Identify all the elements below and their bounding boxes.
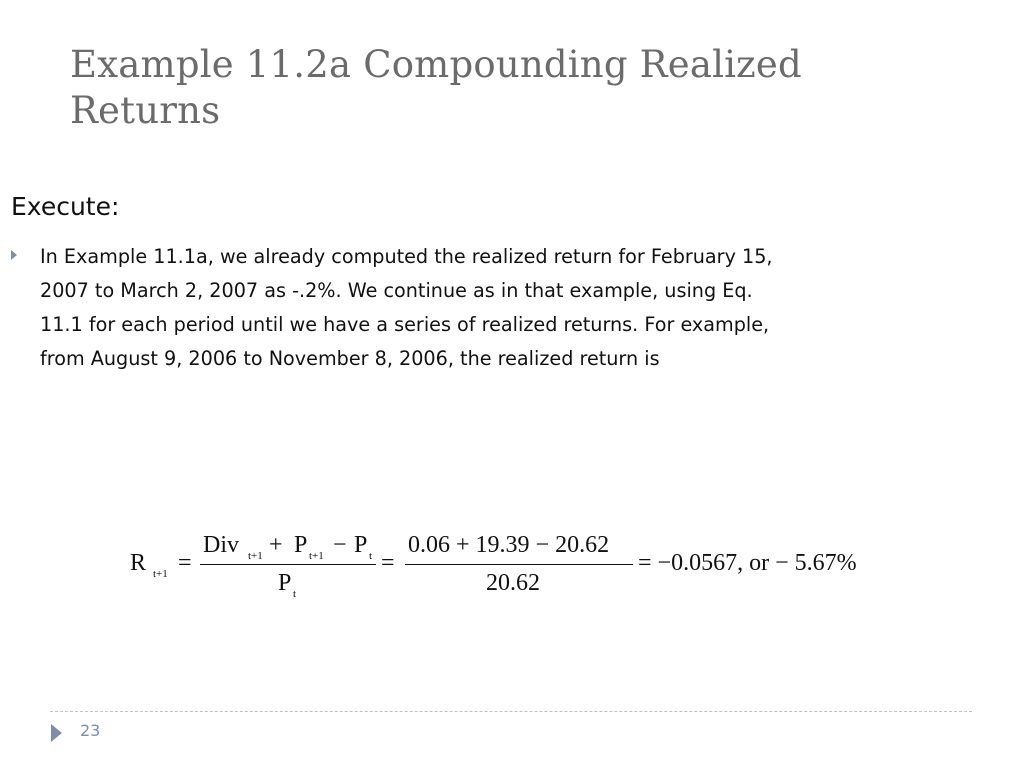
formula-p-t: P bbox=[354, 532, 368, 558]
formula-den-p-sub: t bbox=[293, 588, 297, 600]
slide-title bbox=[70, 42, 970, 134]
return-formula bbox=[128, 530, 928, 610]
formula-p-t-sub: t bbox=[369, 550, 373, 562]
bullet-line-3: 11.1 for each period until we have a series of realized returns. For example, bbox=[40, 313, 770, 336]
formula-lhs: R bbox=[130, 550, 147, 576]
page-number: 23 bbox=[80, 721, 101, 740]
formula-den-value: 20.62 bbox=[486, 570, 540, 596]
formula-div-sub: t+1 bbox=[248, 550, 263, 562]
title-line-1: Example 11.2a Compounding Realized bbox=[70, 43, 802, 86]
formula-num-values: 0.06 + 19.39 − 20.62 bbox=[408, 532, 610, 558]
formula-p-next: P bbox=[294, 532, 308, 558]
formula-den-p: P bbox=[278, 570, 292, 596]
title-line-2: Returns bbox=[70, 89, 221, 132]
formula-plus: + bbox=[269, 532, 283, 558]
bullet-line-4: from August 9, 2006 to November 8, 2006, the realized return is bbox=[40, 347, 660, 370]
formula-equals-2: = bbox=[381, 550, 395, 576]
bullet-line-2: 2007 to March 2, 2007 as -.2%. We continue as in that example, using Eq. bbox=[40, 279, 753, 302]
bullet-line-1: In Example 11.1a, we already computed the realized return for February 15, bbox=[40, 245, 773, 268]
footer-divider bbox=[50, 711, 972, 712]
formula-result: = −0.0567, or − 5.67% bbox=[638, 550, 857, 576]
footer-arrow-icon bbox=[51, 724, 62, 742]
formula-minus: − bbox=[333, 532, 347, 558]
fraction-bar-1 bbox=[200, 564, 376, 565]
formula-lhs-sub: t+1 bbox=[153, 568, 168, 580]
formula-equals-1: = bbox=[178, 550, 192, 576]
bullet-text bbox=[40, 240, 920, 376]
subheading: Execute: bbox=[11, 192, 120, 221]
formula-p-next-sub: t+1 bbox=[309, 550, 324, 562]
fraction-bar-2 bbox=[405, 564, 633, 565]
bullet-arrow-icon bbox=[11, 250, 17, 260]
formula-div: Div bbox=[203, 532, 239, 558]
